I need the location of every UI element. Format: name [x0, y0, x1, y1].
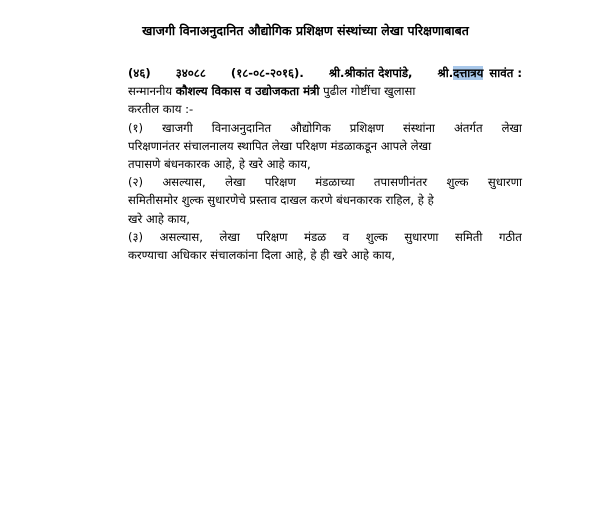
item-word: संस्थांना [402, 120, 435, 135]
item-word: मंडळ [304, 229, 327, 244]
item-word: विनाअनुदानित [211, 120, 272, 135]
member-2-suffix: सावंत : [489, 66, 522, 80]
item-word: गठीत [499, 229, 522, 244]
document-body [128, 64, 522, 264]
item-word: असल्यास, [162, 175, 206, 190]
item-word: खाजगी [162, 120, 193, 135]
item-word: मंडळाच्या [315, 175, 355, 190]
member-name-1: श्री.श्रीकांत देशपांडे, [328, 66, 413, 80]
member-2-highlight: दत्तात्रय [453, 66, 484, 80]
item-word: समिती [455, 229, 483, 244]
item-word: प्रशिक्षण [349, 120, 384, 135]
item-word: लेखा [219, 229, 240, 244]
member-2-prefix: श्री. [437, 66, 454, 80]
item-3-line-2: करण्याचा अधिकार संचालकांना दिला आहे, हे ही खरे आहे काय, [128, 247, 396, 262]
intro-line-1 [128, 82, 522, 100]
item-1-line-3: तपासणे बंधनकारक आहे, हे खरे आहे काय, [128, 156, 311, 171]
item-word: सुधारणा [404, 229, 439, 244]
item-word: (३) [128, 229, 144, 244]
item-2-line-2: समितीसमोर शुल्क सुधारणेचे प्रस्ताव दाखल करणे बंधनकारक राहिल, हे हे [128, 193, 434, 208]
item-word: लेखा [225, 175, 246, 190]
item-3-line-1 [128, 228, 522, 246]
item-2-line-1 [128, 173, 522, 191]
question-date: (१८-०८-२०१६). [230, 66, 304, 80]
minister-title: कौशल्य विकास व उद्योजकता मंत्री [175, 84, 320, 99]
question-number: (४६) [128, 66, 151, 80]
item-word: सुधारणा [487, 175, 522, 190]
item-1-line-1 [128, 119, 522, 137]
item-word: शुल्क [446, 175, 469, 190]
item-word: अंतर्गत [453, 120, 483, 135]
item-2-line-3: खरे आहे काय, [128, 211, 190, 226]
question-header-line [128, 64, 522, 82]
item-word: (२) [128, 175, 144, 190]
item-word: व [342, 229, 350, 244]
item-word: शुल्क [365, 229, 388, 244]
item-word: परिक्षण [256, 229, 288, 244]
intro-prefix: सन्माननीय [128, 84, 173, 99]
item-word: (१) [128, 120, 144, 135]
item-word: तपासणीनंतर [373, 175, 428, 190]
intro-line-2: करतील काय :- [128, 102, 194, 117]
question-id: ३४०८८ [175, 66, 206, 80]
item-word: परिक्षण [264, 175, 296, 190]
item-1-line-2: परिक्षणानंतर संचालनालय स्थापित लेखा परिक्षण मंडळाकडून आपले लेखा [128, 138, 432, 153]
document-title: खाजगी विनाअनुदानित औद्योगिक प्रशिक्षण संस्थांच्या लेखा परिक्षणाबाबत [142, 23, 469, 38]
item-word: औद्योगिक [290, 120, 331, 135]
item-word: लेखा [501, 120, 522, 135]
intro-suffix: पुढील गोष्टींचा खुलासा [323, 84, 416, 99]
member-name-2 [437, 64, 522, 82]
item-word: असल्यास, [159, 229, 203, 244]
